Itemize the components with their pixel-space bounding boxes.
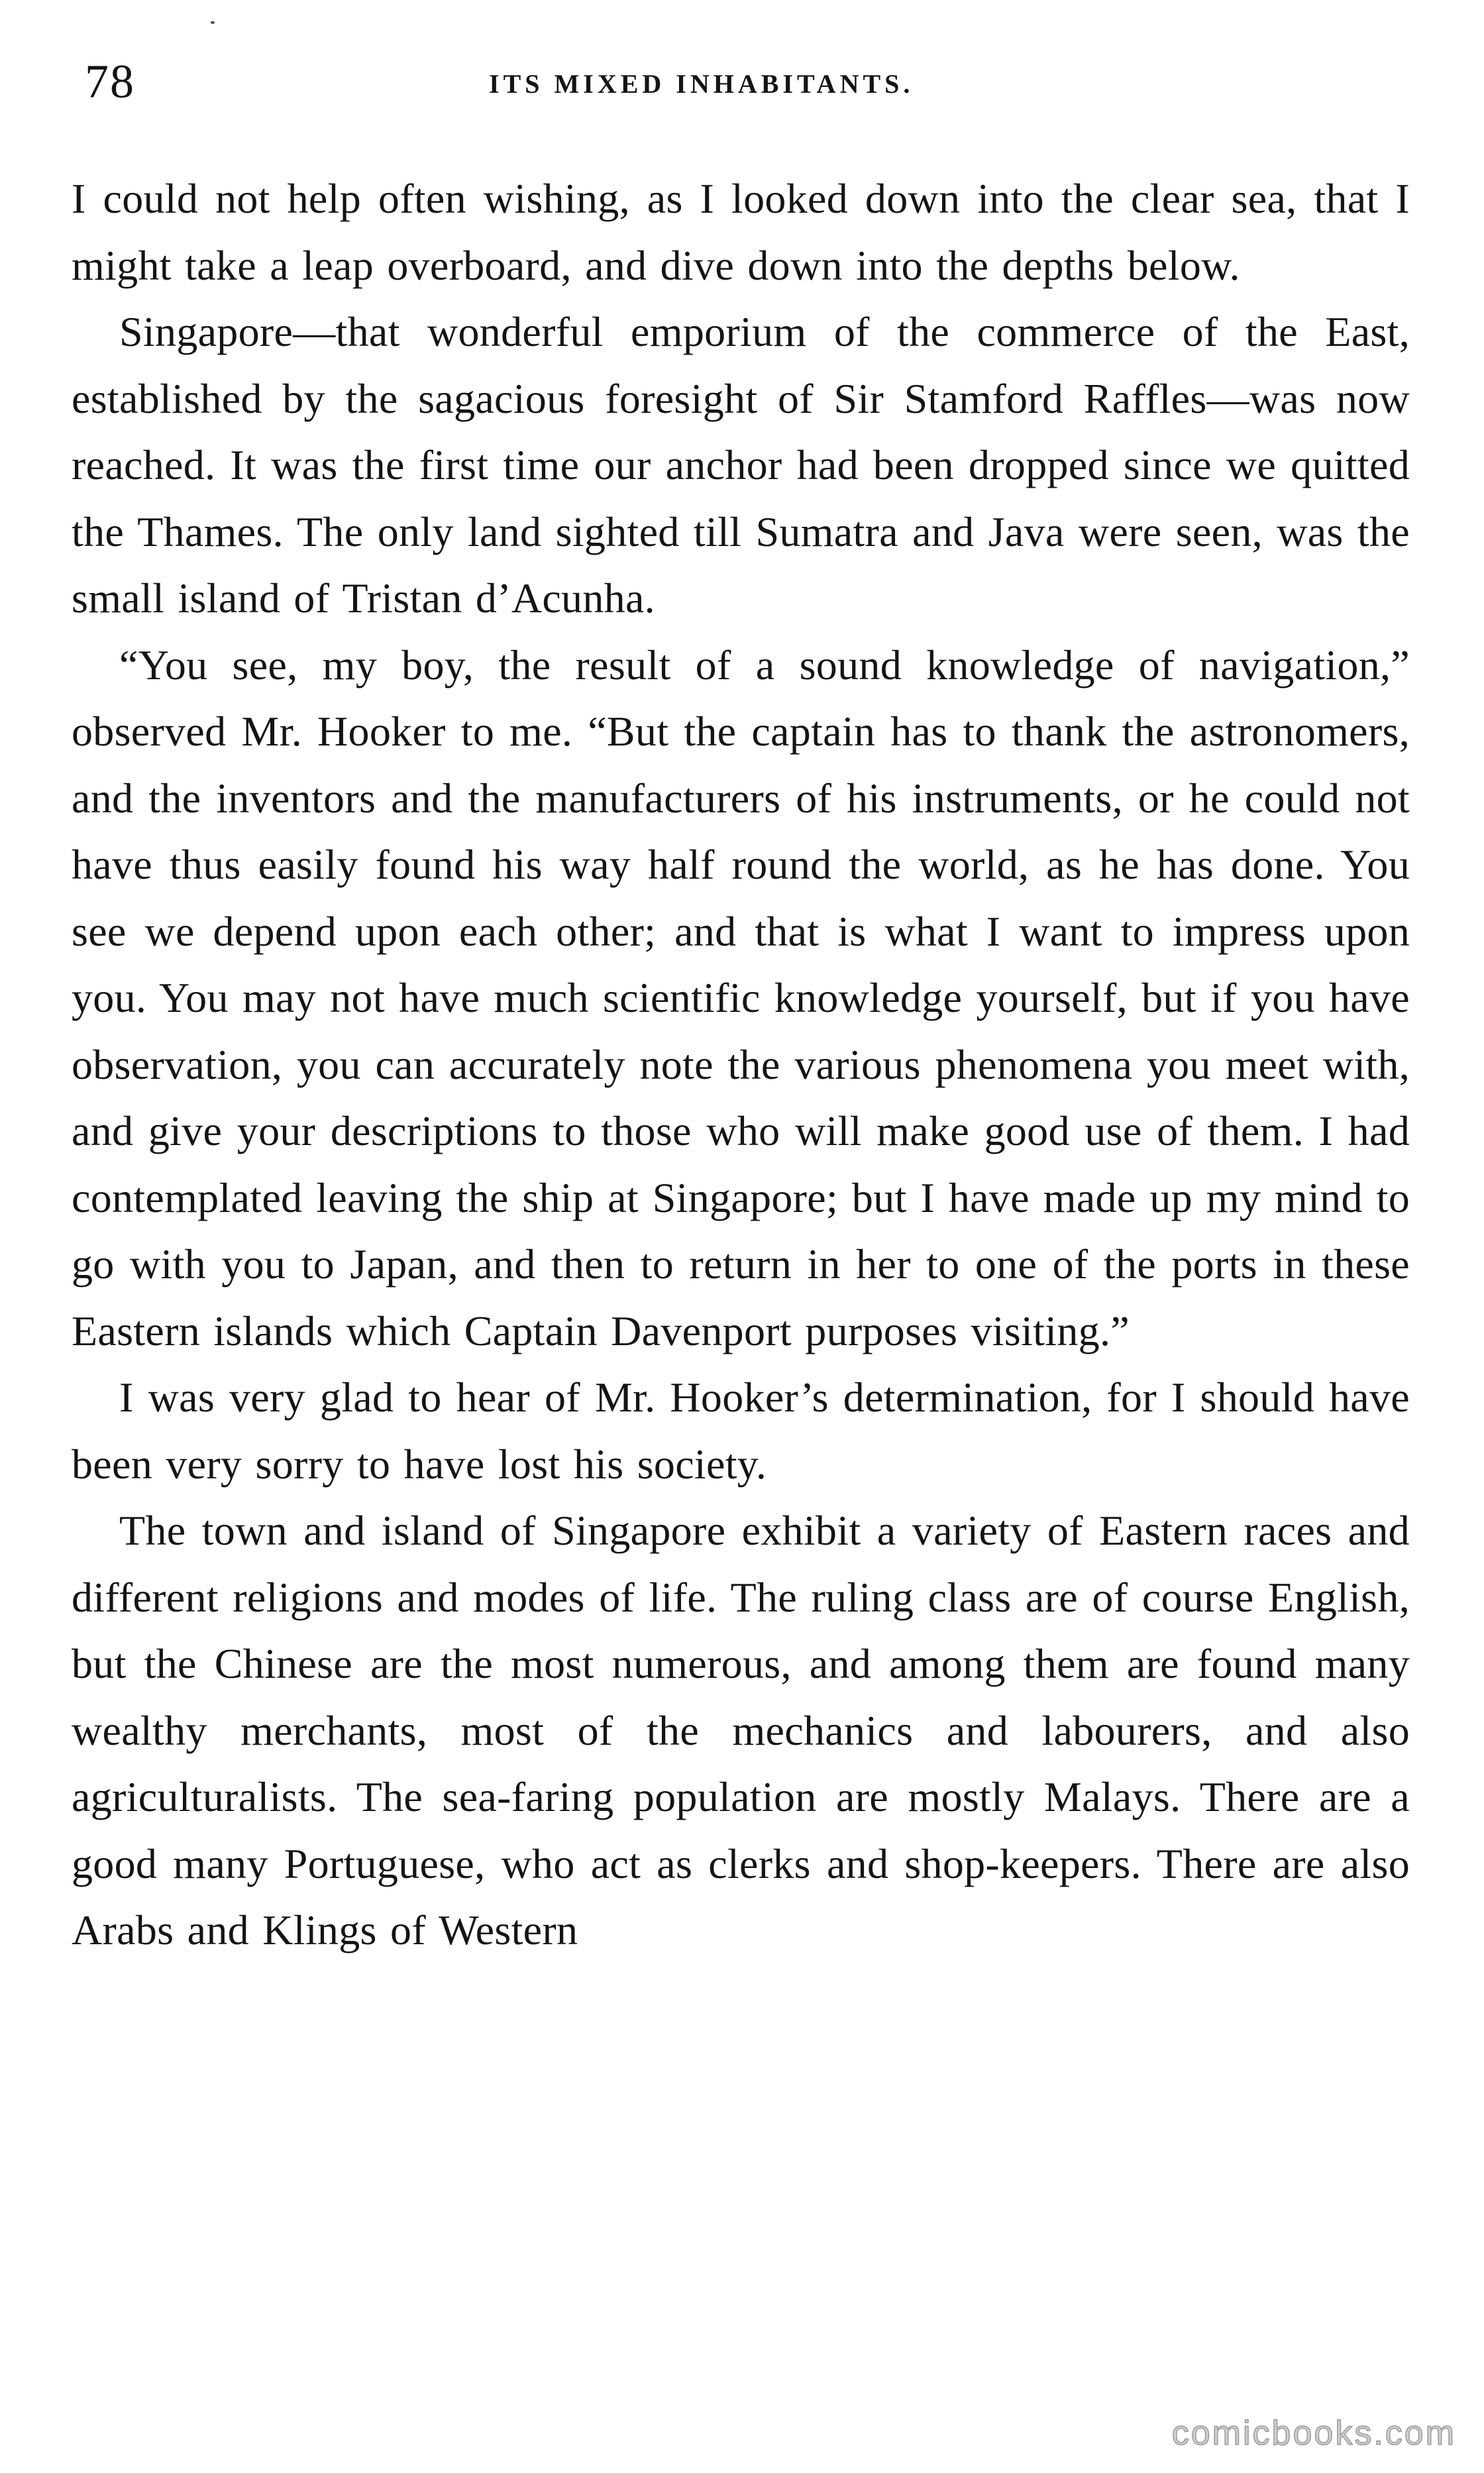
paragraph-hooker-speech: “You see, my boy, the result of a sound knowledge of navigation,” observed Mr. Hooker to me. “But the captain has to thank the astronomers, and the inventors and the manufacturers of his instruments, or he could not have thus easily found his way half round the world, as he has done. You see we depend upon each other; and that is what I want to impress upon you. You may not have much scientific knowledge yourself, but if you have observation, you can accurately note the various phenomena you meet with, and give your descriptions to those who will make good use of them. I had contemplated leaving the ship at Singapore; but I have made up my mind to go with you to Japan, and then to return in her to one of the ports in these Eastern islands which Captain Davenport purposes visiting.” xyxy=(72,641,1410,1354)
paragraph-singapore-races: The town and island of Singapore exhibit a variety of Eastern races and different religions and modes of life. The ruling class are of course English, but the Chinese are the most numerous, and among them are found many wealthy merchants, most of the mechanics and labourers, and also agriculturalists. The sea-faring population are mostly Malays. There are a good many Portuguese, who act as clerks and shop-keepers. There are also Arabs and Klings of Western xyxy=(72,1507,1410,1953)
print-speck xyxy=(211,21,215,24)
watermark: comicbooks.com xyxy=(1171,2414,1456,2452)
paragraph-singapore-arrival: Singapore—that wonderful emporium of the commerce of the East, established by the sagacious foresight of Sir Stamford Raffles—was now reached. It was the first time our anchor had been dropped since we quitted the Thames. The only land sighted till Sumatra and Java were seen, was the small island of Tristan d’Acunha. xyxy=(72,308,1410,622)
page-header xyxy=(85,52,1407,111)
body-text xyxy=(72,166,1410,1964)
paragraph-sea-wish: I could not help often wishing, as I looked down into the clear sea, that I might take a leap overboard, and dive down into the depths below. xyxy=(72,175,1410,289)
paragraph-hooker-determination: I was very glad to hear of Mr. Hooker’s determination, for I should have been very sorry to have lost his society. xyxy=(72,1374,1410,1488)
page-number: 78 xyxy=(85,55,135,108)
running-head: ITS MIXED INHABITANTS. xyxy=(489,69,914,99)
